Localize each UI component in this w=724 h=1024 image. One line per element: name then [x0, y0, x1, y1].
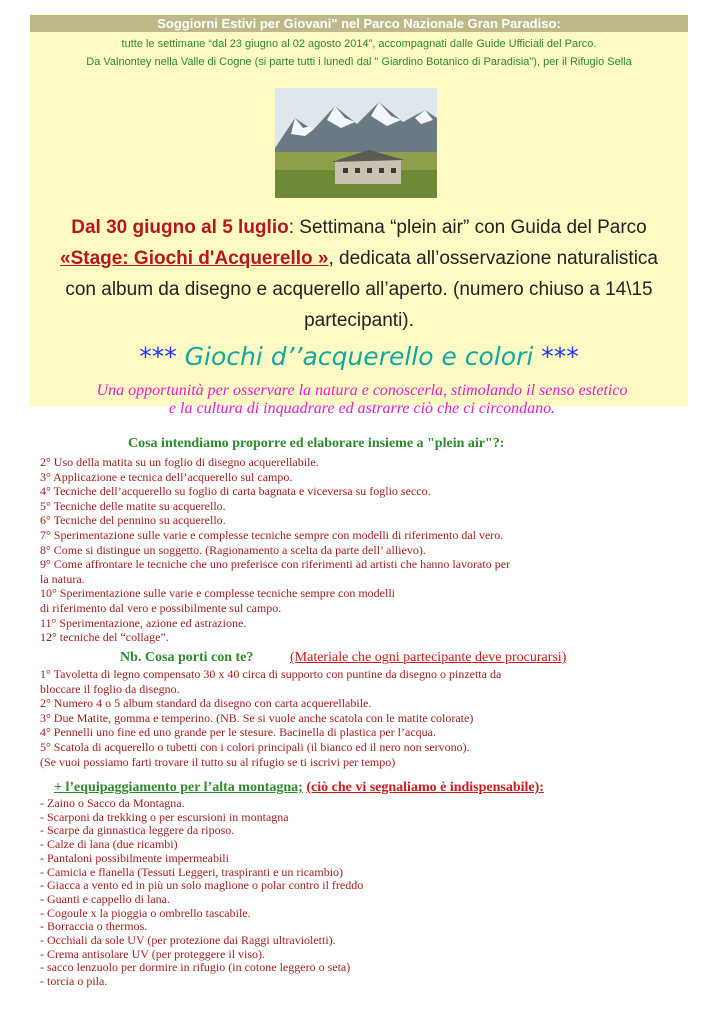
list-item: - Giacca a vento ed in più un solo maglione o polar contro il freddo [40, 878, 364, 893]
stage-dates: Dal 30 giugno al 5 luglio [71, 217, 289, 238]
subtitle [40, 382, 684, 418]
list-item: 2° Numero 4 o 5 album standard da disegno con carta acquerellabile. [40, 696, 372, 711]
equipment-heading: l’equipaggiamento per l’alta montagna; [61, 780, 303, 795]
equipment-list [40, 797, 363, 989]
plus-sign: + [54, 780, 62, 795]
list-item: 5° Tecniche delle matite su acquerello. [40, 498, 226, 513]
stage-intro-text1: Settimana “plein air” con Guida del Parco [299, 217, 647, 238]
header-dates-line: tutte le settimane “dal 23 giugno al 02 agosto 2014”, accompagnati dalle Guide Ufficiali del Parco. [121, 38, 597, 50]
list-item: 4° Pennelli uno fine ed uno grande per le stesure. Bacinella di plastica per l’acqua. [40, 725, 436, 740]
stars-left: *** [139, 342, 185, 371]
list-item: 6° Tecniche del pennino su acquerello. [40, 513, 226, 528]
section3-title [54, 780, 544, 796]
header-title: Soggiorni Estivi per Giovani" nel Parco Nazionale Gran Paradiso: [30, 15, 688, 32]
section1-title: Cosa intendiamo proporre ed elaborare insieme a "plein air"?: [128, 436, 505, 451]
list-item: 9° Come affrontare le tecniche che uno preferisce con riferimenti ad artisti che hanno lavorato per [40, 557, 511, 572]
list-item: la natura. [40, 571, 85, 586]
big-title [30, 340, 688, 374]
section1-list [40, 455, 510, 645]
list-item: 11° Sperimentazione, azione ed astrazione. [40, 615, 247, 630]
stage-intro-text3: con album da disegno e acquerello all’aperto. (numero chiuso a 14\15 [65, 279, 653, 300]
list-item: 3° Applicazione e tecnica dell’acquerello sul campo. [40, 469, 293, 484]
list-item: (Se vuoi possiamo farti trovare il tutto su al rifugio se ti iscrivi per tempo) [40, 754, 396, 769]
stage-intro [30, 212, 688, 336]
subtitle-line1: Una opportunità per osservare la natura e conoscerla, stimolando il senso estetico [96, 382, 628, 399]
list-item: 2° Uso della matita su un foglio di disegno acquerellabile. [40, 455, 319, 469]
stage-intro-text4: partecipanti). [304, 310, 414, 331]
list-item: - Occhiali da sole UV (per protezione dai Raggi ultravioletti). [40, 933, 336, 948]
stage-link[interactable]: «Stage: Giochi d'Acquerello » [60, 248, 329, 269]
list-item: - sacco lenzuolo per dormire in rifugio (in cotone leggero o seta) [40, 960, 351, 975]
stage-intro-text2: , dedicata all’osservazione naturalistica [328, 248, 658, 269]
list-item: 5° Scatola di acquerello o tubetti con i colori principali (il bianco ed il nero non servono). [40, 739, 470, 754]
subtitle-line2: e la cultura di inquadrare ed astrarre ciò che ci circondano. [168, 400, 556, 417]
list-item: - Zaino o Sacco da Montagna. [40, 796, 185, 810]
section2-title: Nb. Cosa porti con te? [120, 650, 254, 665]
list-item: - Borraccia o thermos. [40, 919, 148, 934]
list-item: - Camicia e flanella (Tessuti Leggeri, traspiranti e un ricambio) [40, 864, 344, 879]
section2-list [40, 667, 501, 769]
materials-note: (Materiale che ogni partecipante deve procurarsi) [290, 650, 567, 665]
refuge-photo [275, 88, 437, 198]
list-item: - Pantaloni possibilmente impermeabili [40, 850, 229, 865]
list-item: 7° Sperimentazione sulle varie e complesse tecniche sempre con modelli di riferimento dal vero. [40, 527, 504, 542]
list-item: 8° Come si distingue un soggetto. (Ragionamento a scelta da parte dell’ allievo). [40, 542, 426, 557]
list-item: di riferimento dal vero e possibilmente sul campo. [40, 600, 282, 615]
list-item: - Cogoule x la pioggia o ombrello tascabile. [40, 905, 251, 920]
list-item: 12° tecniche del “collage”. [40, 630, 169, 645]
list-item: - Calze di lana (due ricambi) [40, 837, 178, 852]
list-item: 10° Sperimentazione sulle varie e complesse tecniche sempre con modelli [40, 586, 396, 601]
list-item: bloccare il foglio da disegno. [40, 681, 180, 696]
list-item: 4° Tecniche dell’acquerello su foglio di carta bagnata e viceversa su foglio secco. [40, 484, 431, 499]
indispensable-note: (ciò che vi segnaliamo è indispensabile): [306, 780, 544, 795]
list-item: - Crema antisolare UV (per proteggere il viso). [40, 946, 266, 961]
header-location-line: Da Valnontey nella Valle di Cogne (si parte tutti i lunedì dal " Giardino Botanico di Paradisia"), per il Rifugio Sella [86, 56, 632, 68]
list-item: - Scarpe da ginnastica leggere da riposo. [40, 823, 235, 838]
stage-dates-colon: : [288, 217, 300, 238]
list-item: 3° Due Matite, gomma e temperino. (NB. Se si vuole anche scatola con le matite colorate) [40, 710, 474, 725]
list-item: - Scarponi da trekking o per escursioni in montagna [40, 809, 289, 824]
big-title-text: Giochi d’’acquerello e colori [184, 342, 534, 371]
list-item: 1° Tavoletta di legno compensato 30 x 40 circa di supporto con puntine da disegno o pinzetta da [40, 667, 502, 681]
list-item: - Guanti e cappello di lana. [40, 891, 170, 906]
list-item: - torcia o pila. [40, 974, 108, 989]
stars-right: *** [533, 342, 579, 371]
